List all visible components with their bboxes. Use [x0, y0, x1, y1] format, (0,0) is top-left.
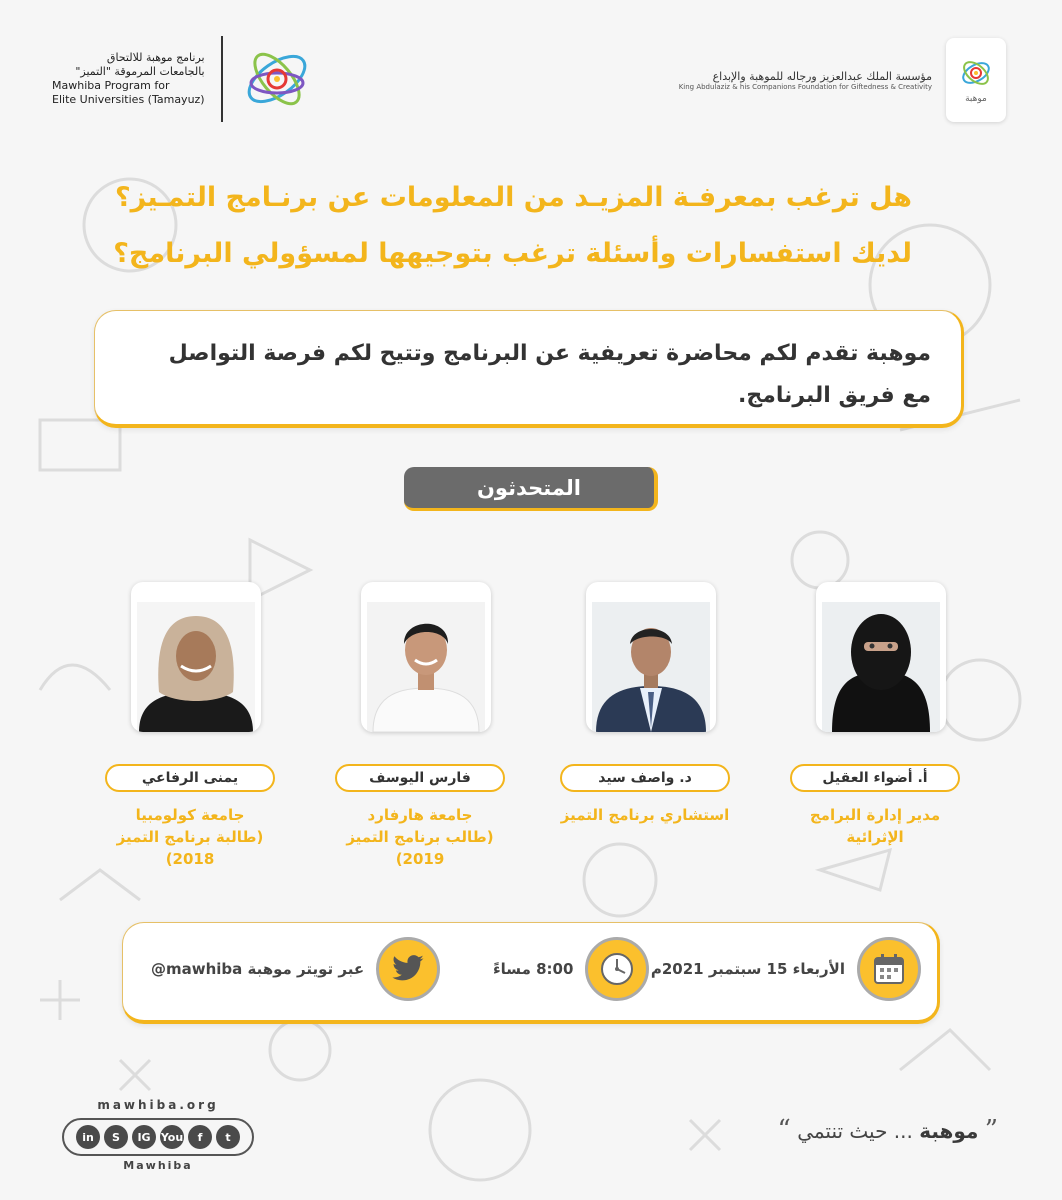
twitter-small-icon[interactable]: t	[216, 1125, 240, 1149]
social-block	[62, 1098, 254, 1172]
calendar-icon	[872, 952, 906, 986]
foundation-name-ar: مؤسسة الملك عبدالعزيز ورجاله للموهبة والإبداع	[712, 69, 932, 83]
speaker-role-line-1: مدير إدارة البرامج الإثرائية	[809, 806, 941, 846]
speaker-photo-frame	[586, 582, 716, 732]
speaker-name: أ. أضواء العقيل	[790, 764, 960, 792]
event-time	[493, 937, 649, 1001]
facebook-icon[interactable]: f	[188, 1125, 212, 1149]
clock-icon	[599, 951, 635, 987]
speaker-photo	[592, 602, 710, 732]
speaker-photo	[822, 602, 940, 732]
speaker-photo	[137, 602, 255, 732]
speaker-role-line-2: (طالب برنامج التميز 2019)	[346, 828, 494, 868]
instagram-icon[interactable]: IG	[132, 1125, 156, 1149]
mawhiba-emblem-icon	[959, 56, 993, 90]
logo-divider	[221, 36, 223, 122]
speaker-role-line-1: جامعة كولومبيا	[135, 806, 245, 824]
foundation-tile	[946, 38, 1006, 122]
intro-box	[94, 310, 964, 428]
speaker-photo-frame	[361, 582, 491, 732]
linkedin-icon[interactable]: in	[76, 1125, 100, 1149]
speaker-role-line-1: جامعة هارفارد	[367, 806, 473, 824]
foundation-names	[679, 70, 932, 91]
website-url[interactable]: mawhiba.org	[97, 1098, 219, 1112]
event-details	[122, 922, 940, 1024]
quote-close: “	[777, 1115, 791, 1145]
event-channel-text: عبر تويتر موهبة mawhiba@	[151, 960, 365, 978]
speaker-name: يمنى الرفاعي	[105, 764, 275, 792]
twitter-badge	[376, 937, 440, 1001]
headline-question-1: هل ترغب بمعرفـة المزيـد من المعلومات عن برنـامج التمـيز؟	[114, 182, 912, 213]
foundation-logo	[679, 38, 1006, 122]
snapchat-icon[interactable]: S	[104, 1125, 128, 1149]
program-names	[52, 51, 205, 107]
program-logo	[52, 36, 315, 122]
youtube-icon[interactable]: You	[160, 1125, 184, 1149]
speaker-role	[95, 804, 285, 870]
headline-question-2: لديك استفسارات وأسئلة ترغب بتوجيهها لمسؤولي البرنامج؟	[113, 238, 912, 269]
program-name-en-1: Mawhiba Program for	[52, 79, 170, 92]
slogan-text: ... حيث تنتمي	[797, 1119, 920, 1143]
intro-line-1: موهبة تقدم لكم محاضرة تعريفية عن البرنامج وتتيح لكم فرصة التواصل	[168, 341, 931, 366]
speaker-photo-frame	[131, 582, 261, 732]
speaker-photo	[367, 602, 485, 732]
foundation-name-en: King Abdulaziz & his Companions Foundation for Giftedness & Creativity	[678, 82, 932, 91]
foundation-tile-label: موهبة	[965, 94, 987, 104]
brand-handle: Mawhiba	[123, 1159, 193, 1172]
social-icons-row	[62, 1118, 254, 1156]
quote-open: ”	[984, 1115, 998, 1145]
speaker-role	[780, 804, 970, 848]
speaker-photo-frame	[816, 582, 946, 732]
tamayuz-emblem-icon	[239, 39, 315, 119]
event-date	[651, 937, 921, 1001]
clock-badge	[585, 937, 649, 1001]
speaker-name: فارس اليوسف	[335, 764, 505, 792]
slogan-brand: موهبة	[919, 1119, 979, 1143]
event-time-text: 8:00 مساءً	[493, 960, 574, 978]
program-name-en-2: Elite Universities (Tamayuz)	[52, 93, 205, 106]
intro-line-2: مع فريق البرنامج.	[738, 383, 931, 408]
speaker-name: د. واصف سيد	[560, 764, 730, 792]
twitter-icon	[391, 954, 425, 984]
program-name-ar-1: برنامج موهبة للالتحاق	[106, 51, 205, 64]
speakers-heading: المتحدثون	[404, 467, 658, 511]
program-name-ar-2: بالجامعات المرموقة "التميز"	[75, 65, 205, 78]
event-date-text: الأربعاء 15 سبتمبر 2021م	[650, 960, 845, 978]
speaker-role-line-1: استشاري برنامج التميز	[560, 806, 730, 824]
speaker-role	[550, 804, 740, 826]
slogan	[778, 1115, 998, 1145]
speaker-role-line-2: (طالبة برنامج التميز 2018)	[116, 828, 264, 868]
speaker-role	[325, 804, 515, 870]
event-channel	[151, 937, 440, 1001]
calendar-badge	[857, 937, 921, 1001]
